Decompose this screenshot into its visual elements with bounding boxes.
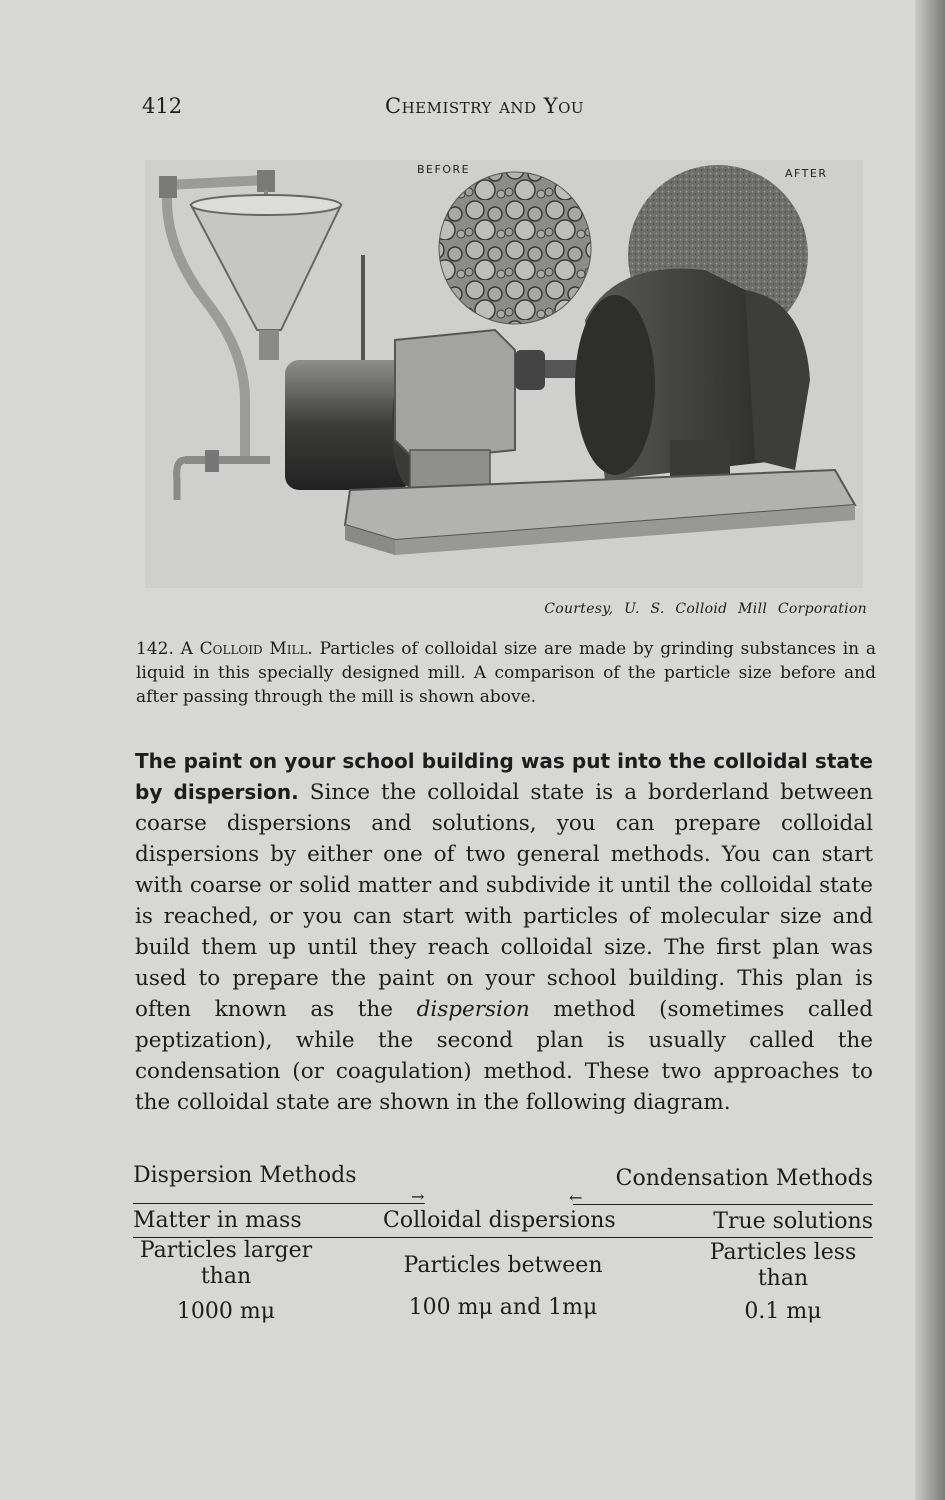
body-paragraph bbox=[135, 746, 873, 1118]
before-label: BEFORE bbox=[417, 163, 471, 176]
dispersion-arrow-line bbox=[133, 1203, 425, 1204]
colloid-mill-figure bbox=[145, 160, 863, 588]
figure-credit: Courtesy, U. S. Colloid Mill Corporation bbox=[544, 601, 867, 617]
condensation-arrow-line bbox=[573, 1204, 873, 1205]
running-title: Chemistry and You bbox=[385, 94, 585, 118]
column-size-solutions bbox=[693, 1240, 873, 1325]
condensation-arrow-head: ← bbox=[569, 1188, 583, 1207]
column-size-colloidal bbox=[388, 1253, 618, 1321]
caption-text: Particles of colloidal size are made by grinding substances in a liquid in this specially designed mill. A comparison of the particle size before and after passing through the mill is shown above. bbox=[136, 639, 876, 707]
size-mass-line-1: Particles larger bbox=[139, 1238, 313, 1263]
dispersion-methods-heading: Dispersion Methods bbox=[133, 1163, 357, 1188]
colloid-mill-illustration bbox=[145, 160, 863, 588]
size-colloidal-line-3: 100 mμ and 1mμ bbox=[408, 1295, 598, 1320]
after-label: AFTER bbox=[785, 167, 828, 180]
size-solutions-line-2: than bbox=[757, 1266, 809, 1291]
paragraph-text-2: method (sometimes called peptization), while the second plan is usually called the condensation (or coagulation) method. These two approaches to the colloidal state are shown in the following diagram. bbox=[135, 997, 873, 1115]
column-size-mass bbox=[133, 1238, 319, 1325]
colloid-methods-diagram bbox=[133, 1163, 873, 1333]
caption-number: 142. bbox=[136, 639, 174, 659]
size-mass-line-3: 1000 mμ bbox=[176, 1299, 276, 1324]
size-solutions-line-3: 0.1 mμ bbox=[744, 1299, 822, 1324]
column-heading-colloidal: Colloidal dispersions bbox=[383, 1208, 616, 1233]
figure-caption bbox=[136, 637, 876, 709]
condensation-methods-heading: Condensation Methods bbox=[615, 1166, 873, 1191]
paragraph-lead: The paint on your school building was put into the colloidal state by dispersion. bbox=[135, 749, 873, 804]
caption-title: A Colloid Mill. bbox=[180, 639, 313, 659]
size-solutions-line-1: Particles less bbox=[709, 1240, 857, 1265]
size-mass-line-2: than bbox=[200, 1264, 252, 1289]
paragraph-text-1: Since the colloidal state is a borderland between coarse dispersions and solutions, you can prepare colloidal dispersions by either one of two general methods. You can start with coarse or solid matter and subdivide it until the colloidal state is reached, or you can start with particles of molecular size and build them up until they reach colloidal size. The first plan was used to prepare the paint on your school building. This plan is often known as the bbox=[135, 780, 873, 1022]
dispersion-arrow-head: → bbox=[411, 1187, 425, 1206]
page-gutter-shadow bbox=[915, 0, 945, 1500]
column-heading-solutions: True solutions bbox=[713, 1209, 873, 1234]
page-number: 412 bbox=[142, 94, 183, 118]
column-heading-mass: Matter in mass bbox=[133, 1208, 302, 1233]
size-colloidal-line-1: Particles between bbox=[403, 1253, 603, 1278]
paragraph-emphasis: dispersion bbox=[416, 997, 530, 1022]
